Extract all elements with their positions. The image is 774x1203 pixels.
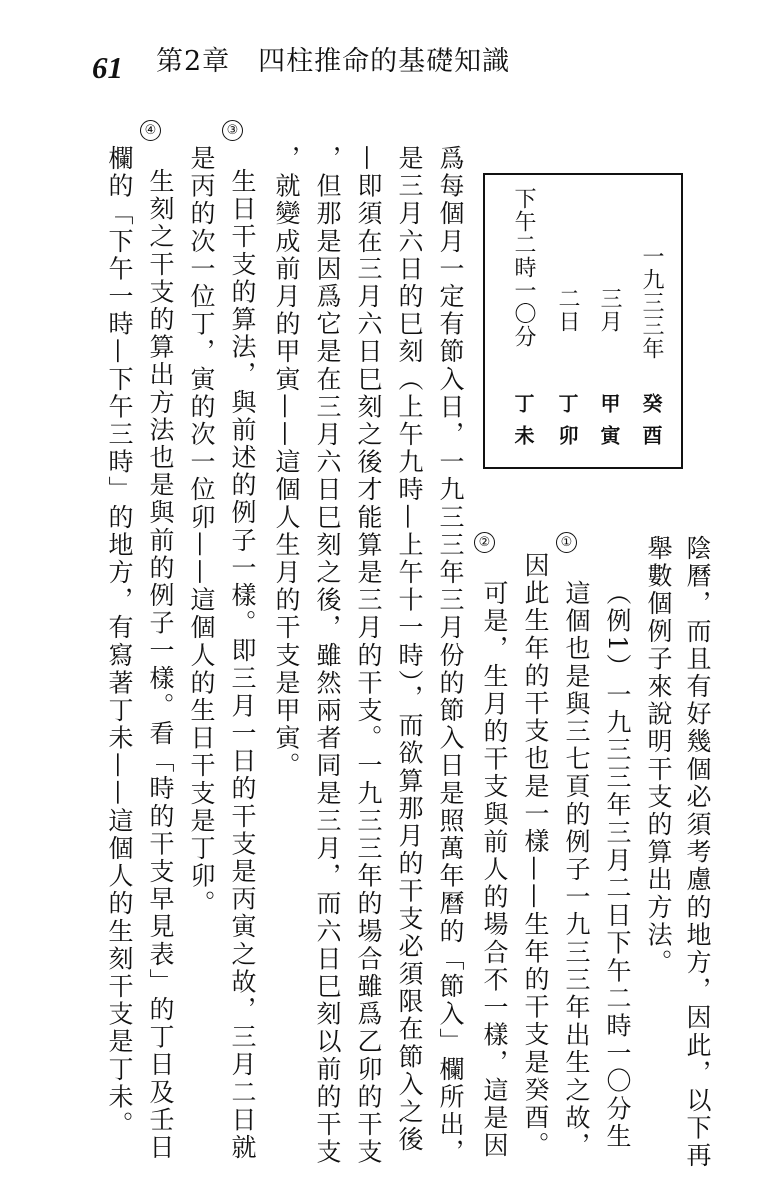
text-column: ，就變成前月的甲寅——這個人生月的干支是甲寅。: [272, 145, 301, 780]
text-column: 是三月六日的巳刻（上午九時—上午十一時），而欲算那月的干支必須限在節入之後: [395, 145, 424, 1154]
page-number: 61: [92, 50, 123, 85]
text-column: —即須在三月六日巳刻之後才能算是三月的干支。一九三三年的場合雖爲乙卯的干支: [354, 145, 383, 1167]
circled-marker-4: ④: [140, 120, 161, 141]
box-month: 三月: [597, 287, 622, 333]
text-column: 生刻之干支的算出方法也是與前的例子一樣。看「時的干支早見表」的丁日及壬日: [146, 168, 175, 1162]
text-column: 是丙的次一位丁，寅的次一位卯——這個人的生日干支是丁卯。: [187, 145, 216, 918]
box-ganzhi-month: 甲寅: [597, 393, 621, 457]
circled-marker-3: ③: [222, 120, 243, 141]
text-column: 生日干支的算法，與前述的例子一樣。即三月一日的干支是丙寅之故，三月二日就: [228, 168, 257, 1162]
box-ganzhi-day: 丁卯: [555, 393, 579, 457]
box-time: 下午二時一〇分: [511, 187, 536, 348]
text-column: 可是，生月的干支與前人的場合不一樣，這是因: [480, 580, 509, 1160]
box-ganzhi-year: 癸酉: [639, 393, 663, 457]
circled-marker-1: ①: [556, 532, 577, 553]
box-ganzhi-hour: 丁未: [511, 393, 535, 457]
circled-marker-2: ②: [474, 532, 495, 553]
text-column: 因此生年的干支也是一樣——生年的干支是癸酉。: [521, 552, 550, 1160]
box-day: 二日: [555, 287, 580, 333]
text-column: 爲每個月一定有節入日，一九三三年三月份的節入日是照萬年曆的「節入」欄所出，: [436, 145, 465, 1167]
text-column: ，但那是因爲它是在三月六日巳刻之後，雖然兩者同是三月，而六日巳刻以前的干支: [313, 145, 342, 1167]
text-column: 這個也是與三七頁的例子一九三三年出生之故，: [562, 580, 591, 1160]
chapter-title: 第2章 四柱推命的基礎知識: [156, 46, 511, 77]
text-column: 陰曆，而且有好幾個必須考慮的地方，因此，以下再: [683, 535, 712, 1170]
box-year: 一九三三年: [639, 245, 664, 360]
text-column: （例1）一九三三年三月二日下午二時一〇分生: [603, 580, 632, 1151]
text-column: 欄的「下午一時—下午三時」的地方，有寫著丁未——這個人的生刻干支是丁未。: [105, 145, 134, 1139]
text-column: 舉數個例子來說明干支的算出方法。: [644, 535, 673, 977]
birth-data-box: [483, 173, 683, 469]
